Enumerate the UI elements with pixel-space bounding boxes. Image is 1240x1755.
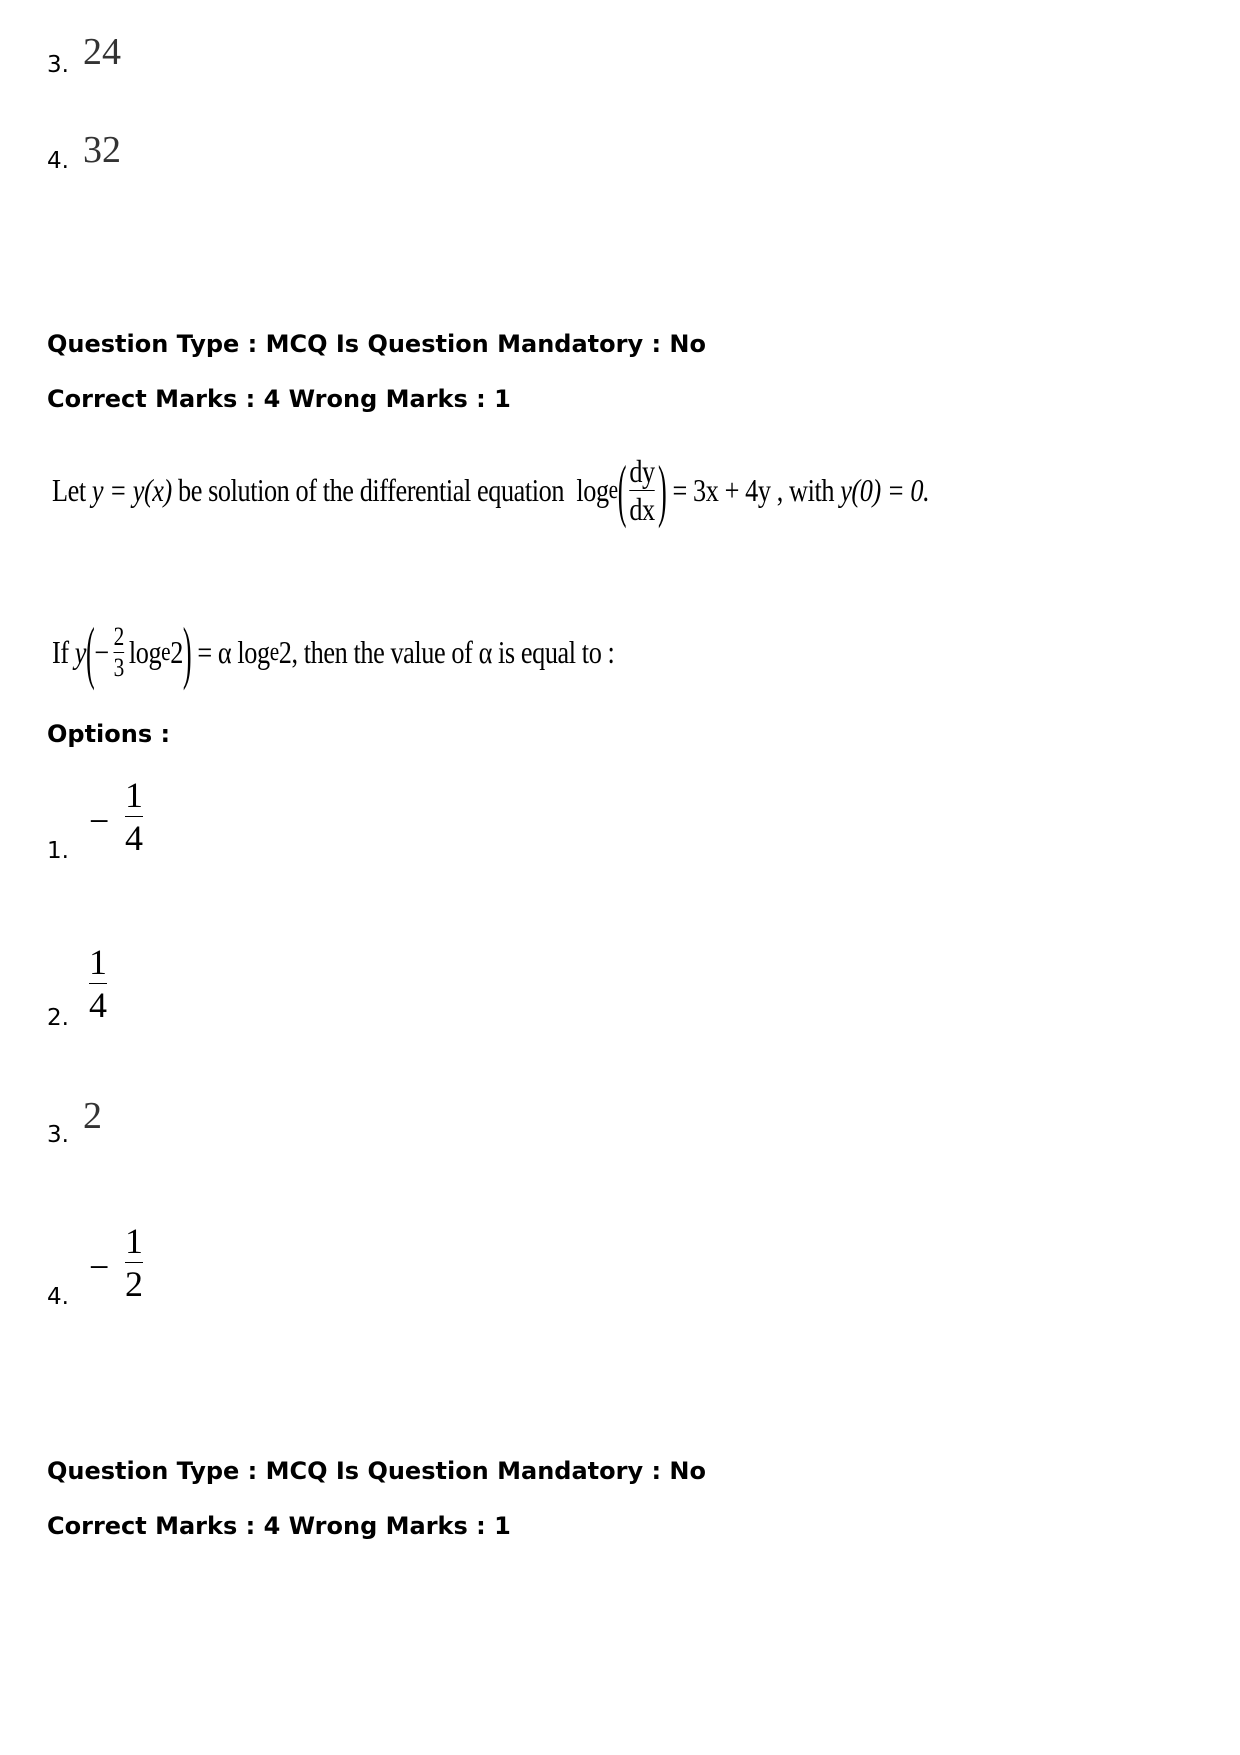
text-suffix: , then the value of α is equal to : bbox=[291, 633, 615, 670]
option-value: 32 bbox=[83, 129, 121, 171]
fraction-numerator: 1 bbox=[125, 775, 143, 815]
text-prefix: If bbox=[52, 633, 69, 670]
fraction-numerator: 2 bbox=[113, 621, 124, 651]
fraction-numerator: 1 bbox=[125, 1221, 143, 1261]
right-paren: ) bbox=[182, 611, 192, 691]
option-sign: − bbox=[89, 801, 110, 841]
log-argument: 2 bbox=[170, 633, 183, 670]
option-value: 2 bbox=[83, 1095, 102, 1137]
option-1[interactable] bbox=[47, 775, 247, 870]
initial-condition: y(0) = 0. bbox=[840, 471, 930, 508]
question-line-2 bbox=[52, 602, 614, 702]
text-middle: be solution of the differential equation bbox=[177, 471, 565, 508]
log-argument-2: 2 bbox=[278, 633, 292, 670]
fraction-denominator: 2 bbox=[125, 1264, 143, 1304]
fraction-denominator: 3 bbox=[113, 652, 124, 682]
option-number: 4. bbox=[47, 148, 69, 174]
option-fraction bbox=[89, 941, 107, 1026]
option-value: 24 bbox=[83, 31, 121, 73]
left-paren: ( bbox=[86, 611, 95, 691]
question-type-line: Question Type : MCQ Is Question Mandatory : No bbox=[47, 330, 706, 358]
equation-rhs: = 3x + 4y , with bbox=[672, 471, 835, 508]
minus-sign: − bbox=[94, 633, 109, 670]
option-sign: − bbox=[89, 1247, 110, 1287]
option-fraction bbox=[125, 1220, 143, 1305]
next-question-type-line: Question Type : MCQ Is Question Mandatory : No bbox=[47, 1457, 706, 1485]
fraction-denominator: 4 bbox=[89, 985, 107, 1025]
fraction-numerator: dy bbox=[629, 452, 655, 489]
option-3[interactable] bbox=[47, 1095, 247, 1160]
log-base: e bbox=[608, 475, 618, 504]
function-definition: y = y(x) bbox=[91, 471, 172, 508]
option-number: 3. bbox=[47, 1122, 69, 1148]
coefficient-fraction bbox=[114, 622, 124, 683]
log-symbol-2: log bbox=[237, 633, 270, 670]
marks-line: Correct Marks : 4 Wrong Marks : 1 bbox=[47, 385, 511, 413]
log-symbol: log bbox=[128, 633, 162, 670]
fraction-numerator: 1 bbox=[89, 942, 107, 982]
next-marks-line: Correct Marks : 4 Wrong Marks : 1 bbox=[47, 1512, 511, 1540]
option-2[interactable] bbox=[47, 942, 247, 1037]
question-line-1 bbox=[52, 440, 929, 540]
fraction-denominator: dx bbox=[629, 490, 655, 527]
option-fraction bbox=[125, 774, 143, 859]
text-prefix: Let bbox=[52, 471, 86, 508]
option-4[interactable] bbox=[47, 1222, 247, 1312]
options-label: Options : bbox=[47, 720, 171, 748]
equals-alpha: = α bbox=[197, 633, 232, 670]
function-variable: y bbox=[74, 633, 87, 670]
left-paren: ( bbox=[617, 449, 627, 529]
right-paren: ) bbox=[658, 449, 667, 529]
fraction-denominator: 4 bbox=[125, 818, 143, 858]
option-number: 2. bbox=[47, 1005, 69, 1031]
log-symbol: log bbox=[576, 471, 609, 508]
option-number: 3. bbox=[47, 52, 69, 78]
log-base-2: e bbox=[269, 637, 279, 666]
option-number: 4. bbox=[47, 1284, 69, 1310]
log-base: e bbox=[161, 637, 171, 666]
derivative-fraction bbox=[629, 453, 654, 528]
option-number: 1. bbox=[47, 838, 69, 864]
